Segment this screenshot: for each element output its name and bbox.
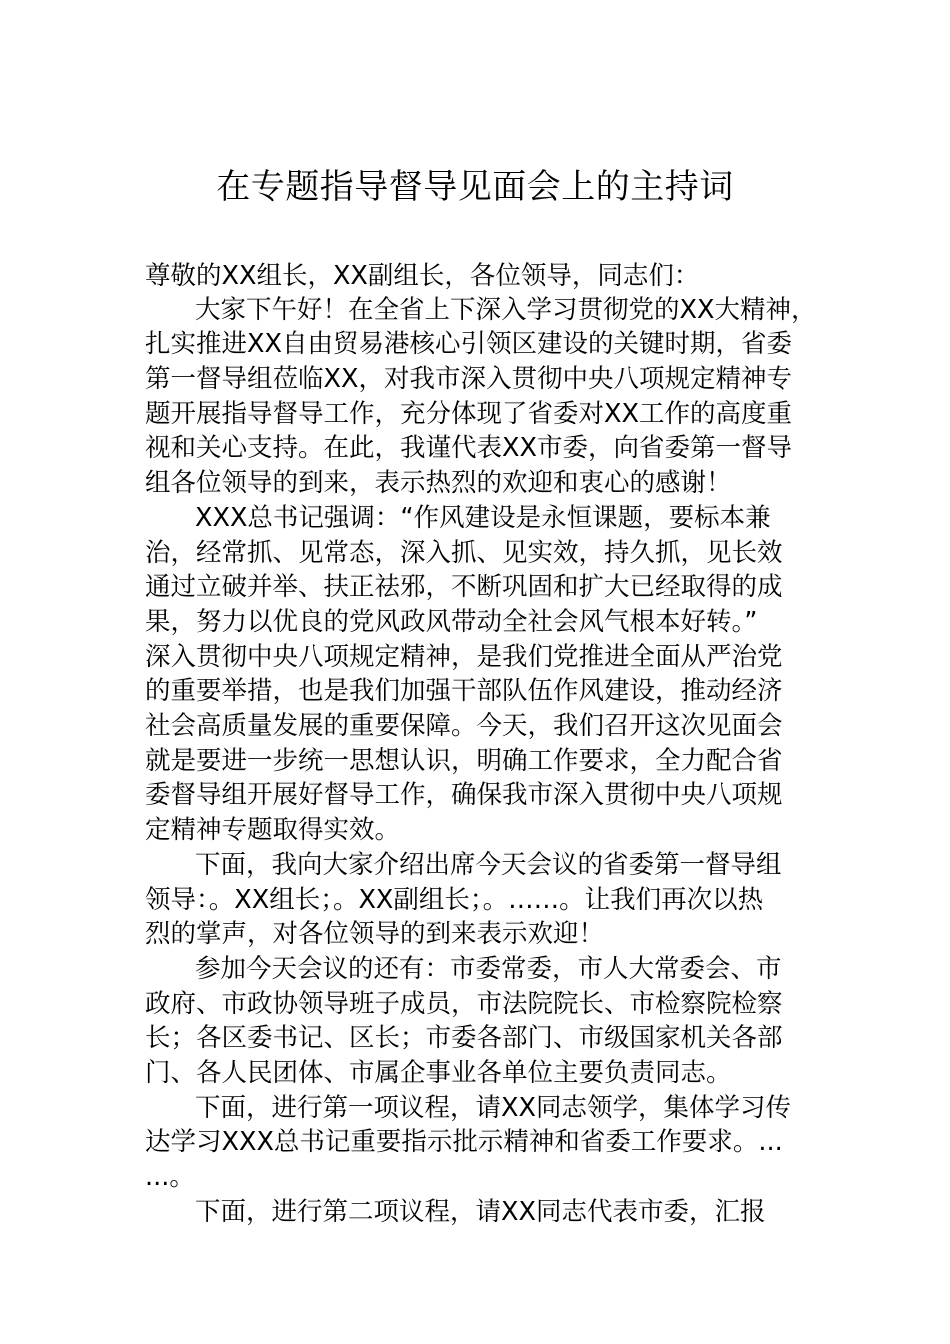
paragraph-line: 政府、市政协领导班子成员，市法院院长、市检察院检察: [145, 989, 783, 1019]
paragraph-line: 定精神专题取得实效。: [145, 815, 401, 845]
document-title: 在专题指导督导见面会上的主持词: [216, 167, 734, 207]
paragraph-line: 长；各区委书记、区长；市委各部门、市级国家机关各部: [145, 1023, 783, 1053]
paragraph-line: 就是要进一步统一思想认识，明确工作要求，全力配合省: [145, 746, 783, 776]
paragraph-line: 深入贯彻中央八项规定精神，是我们党推进全面从严治党: [145, 642, 783, 672]
paragraph-line: 第一督导组莅临XX，对我市深入贯彻中央八项规定精神专: [145, 364, 792, 394]
salutation-line: 尊敬的XX组长，XX副组长，各位领导，同志们：: [145, 261, 700, 291]
paragraph-line: 参加今天会议的还有：市委常委，市人大常委会、市: [195, 954, 782, 984]
paragraph-line: 达学习XXX总书记重要指示批示精神和省委工作要求。...: [145, 1127, 783, 1157]
paragraph-line: 果，努力以优良的党风政风带动全社会风气根本好转。”: [145, 607, 758, 637]
paragraph-line: 扎实推进XX自由贸易港核心引领区建设的关键时期，省委: [145, 329, 792, 359]
paragraph-line: 题开展指导督导工作，充分体现了省委对XX工作的高度重: [145, 399, 792, 429]
paragraph-line: 门、各人民团体、市属企事业各单位主要负责同志。: [145, 1058, 732, 1088]
paragraph-line: 大家下午好！在全省上下深入学习贯彻党的XX大精神，: [195, 295, 817, 325]
paragraph-line: 领导：。XX组长；。XX副组长；。……。让我们再次以热: [145, 885, 764, 915]
paragraph-line: 通过立破并举、扶正祛邪，不断巩固和扩大已经取得的成: [145, 572, 783, 602]
paragraph-line: 下面，我向大家介绍出席今天会议的省委第一督导组: [195, 850, 782, 880]
paragraph-line: 委督导组开展好督导工作，确保我市深入贯彻中央八项规: [145, 780, 783, 810]
paragraph-line: 下面，进行第二项议程，请XX同志代表市委，汇报: [195, 1197, 766, 1227]
paragraph-line: 下面，进行第一项议程，请XX同志领学，集体学习传: [195, 1093, 791, 1123]
paragraph-line: XXX总书记强调：“作风建设是永恒课题，要标本兼: [195, 503, 771, 533]
paragraph-line: 视和关心支持。在此，我谨代表XX市委，向省委第一督导: [145, 433, 792, 463]
paragraph-line: 组各位领导的到来，表示热烈的欢迎和衷心的感谢！: [145, 468, 732, 498]
paragraph-line: 烈的掌声，对各位领导的到来表示欢迎！: [145, 919, 605, 949]
paragraph-line: 的重要举措，也是我们加强干部队伍作风建设，推动经济: [145, 676, 783, 706]
paragraph-line: 治，经常抓、见常态，深入抓、见实效，持久抓，见长效: [145, 538, 783, 568]
paragraph-line: 社会高质量发展的重要保障。今天，我们召开这次见面会: [145, 711, 783, 741]
paragraph-line: ...。: [145, 1162, 195, 1192]
